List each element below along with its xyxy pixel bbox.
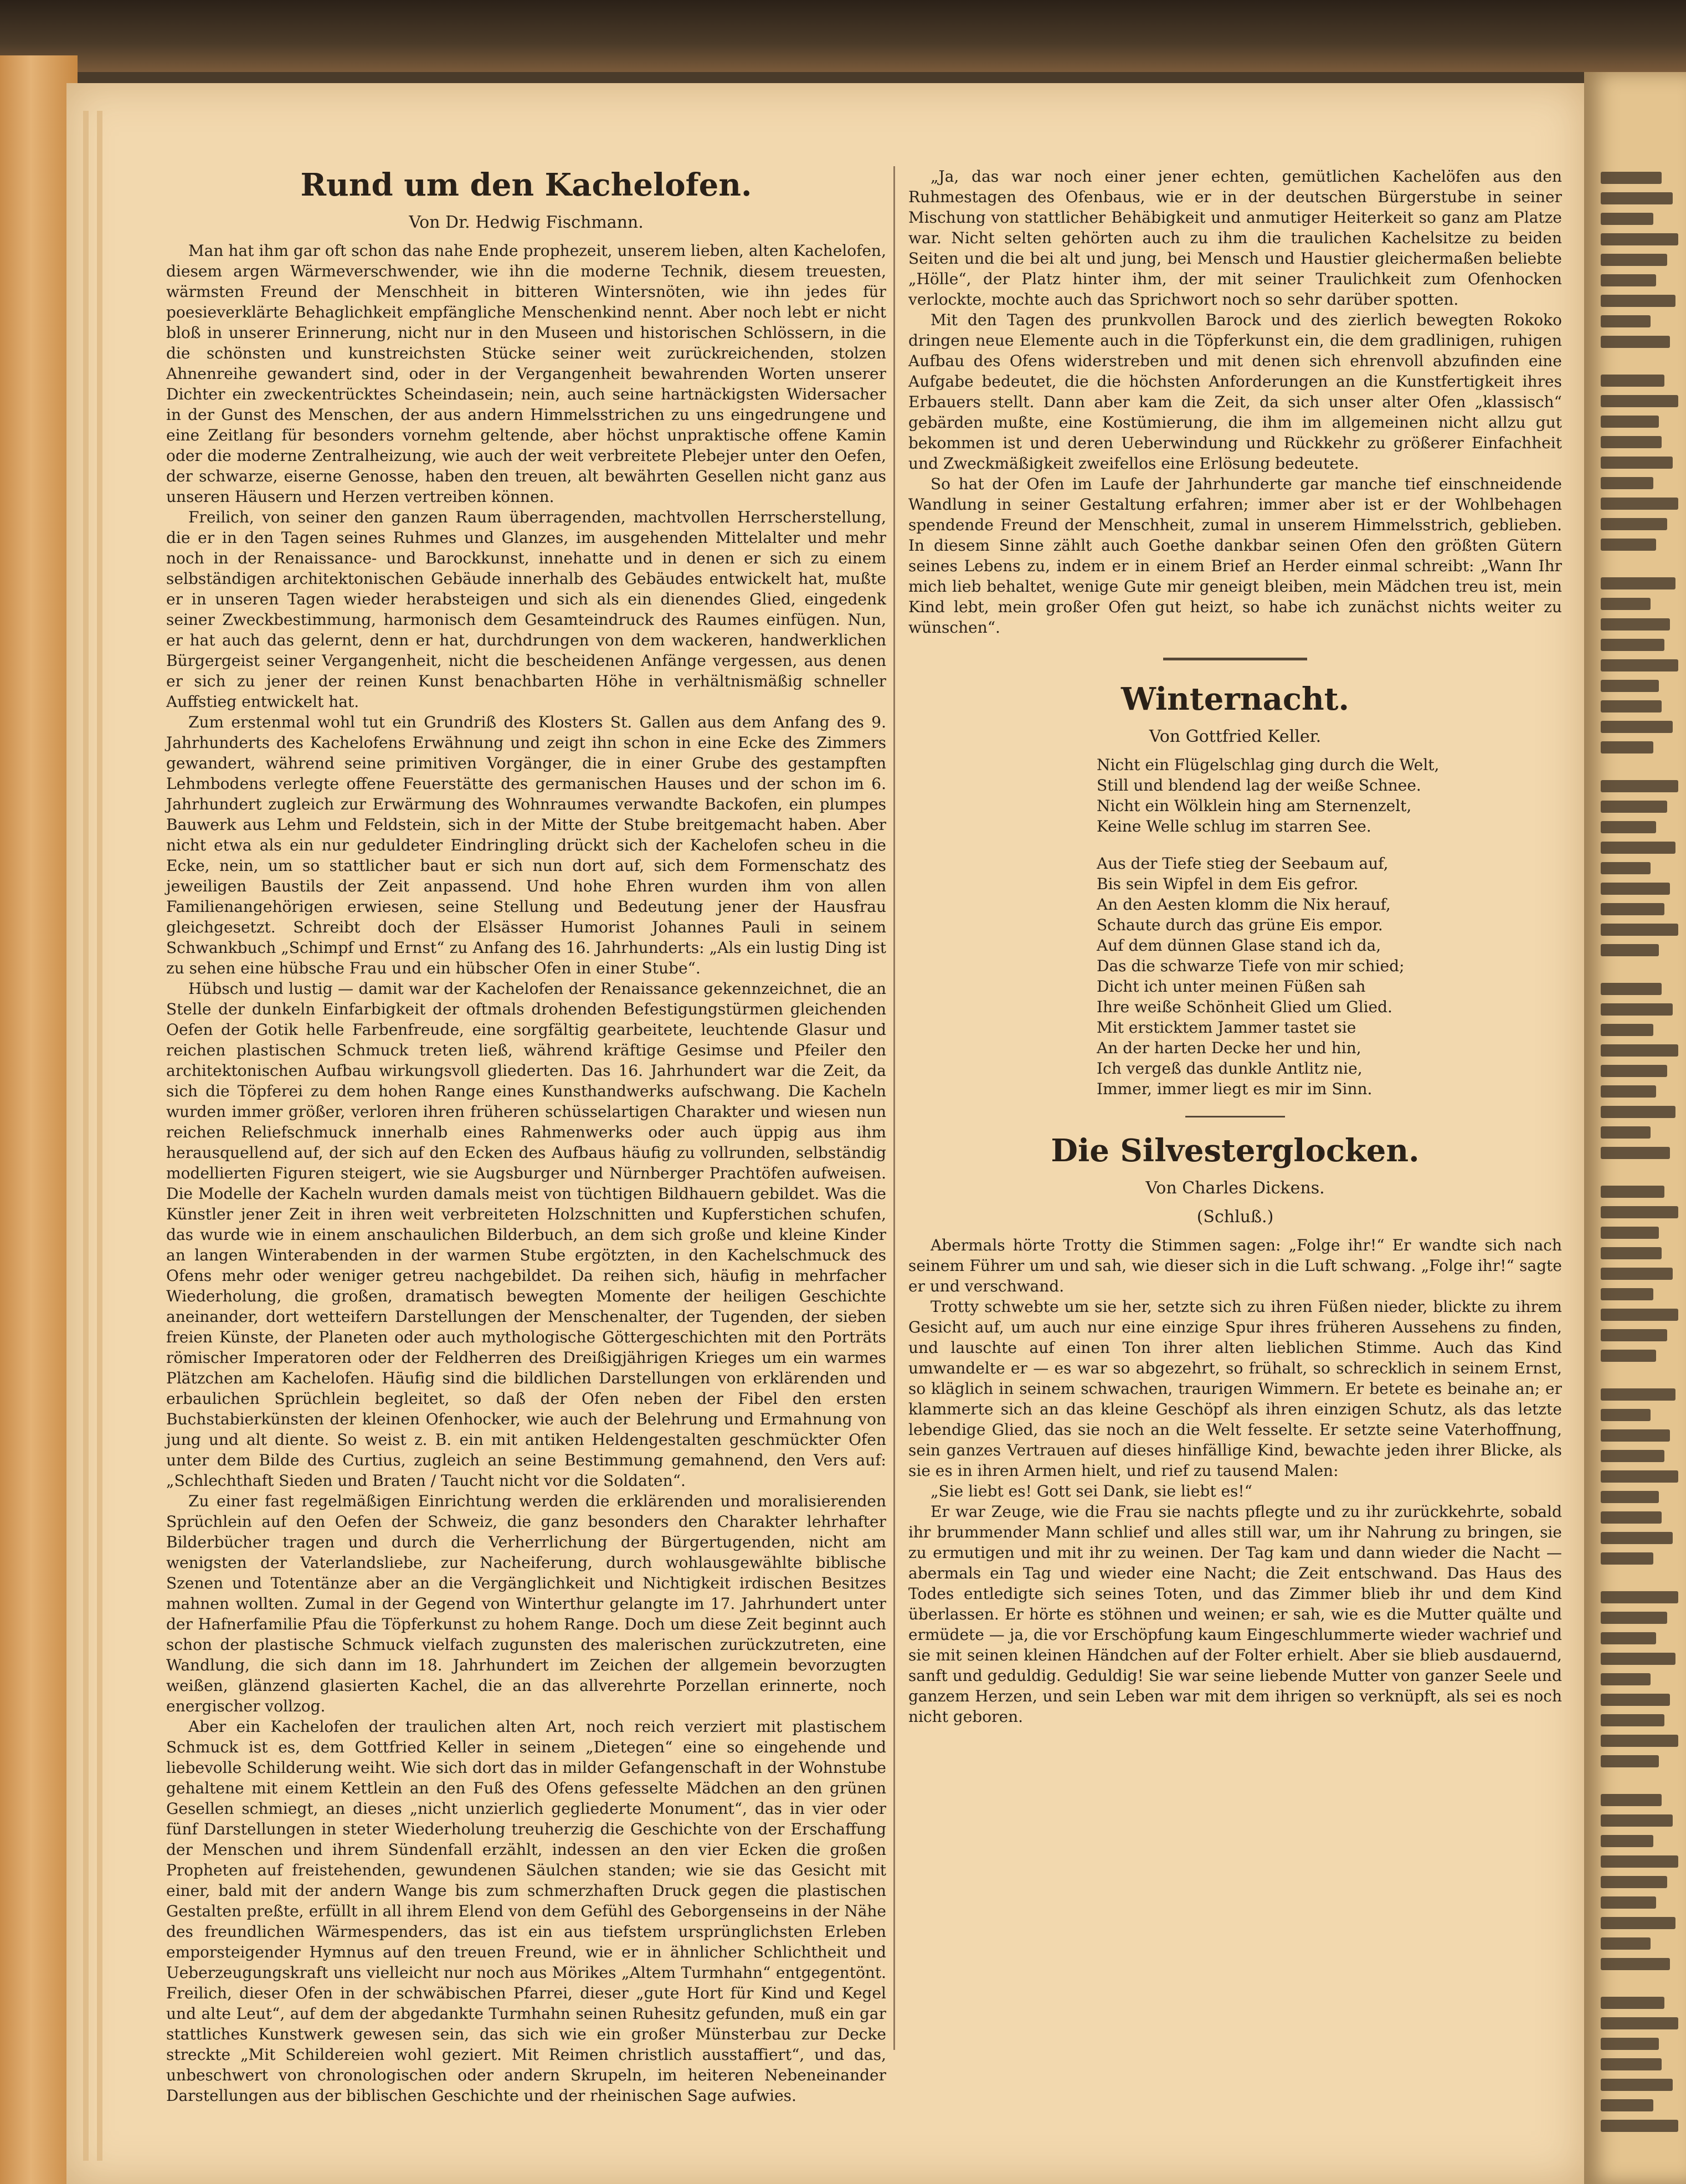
adjacent-text-line: [1601, 721, 1673, 733]
article-paragraph: „Ja, das war noch einer jener echten, gemütlichen Kachelöfen aus den Ruhmestagen des Ofenbaus, wie er in der deutschen Bürgerstube in seiner Mischung von stattlicher Behäbigkeit und anmutiger Heiterkeit so ganz am Platze war. Nicht selten gehörten auch zu ihm die traulichen Kachelsitze zu beiden Seiten und die bei alt und jung, bei Mensch und Haustier gleichermaßen beliebte „Hölle“, der Platz hinter ihm, der mit seiner Traulichkeit zum Ofenhocken verlockte, mochte auch das Sprichwort noch so sehr darüber spotten.: [908, 167, 1562, 309]
poem-winternacht: [908, 680, 1562, 1099]
adjacent-text-line: [1601, 842, 1675, 854]
adjacent-text-line: [1601, 336, 1670, 348]
article-paragraph: Mit den Tagen des prunkvollen Barock und des zierlich bewegten Rokoko dringen neue Elemente auch in die Töpferkunst ein, die dem gradlinigen, ruhigen Aufbau des Ofens widerstreben und mit denen sich ehrenvoll abzufinden eine Aufgabe bedeutet, die die höchsten Anforderungen an die Kunstfertigkeit ihres Erbauers stellt. Dann aber kam die Zeit, da sich unser alter Ofen „klassisch“ gebärden mußte, eine Kostümierung, die ihm im allgemeinen nicht allzu gut bekommen ist und deren Ueberwindung und Rückkehr zu größerer Einfachheit und Zweckmäßigkeit zweifellos eine Erlösung bedeutete.: [908, 311, 1562, 473]
adjacent-text-line: [1601, 274, 1656, 286]
adjacent-text-line: [1601, 1997, 1664, 2009]
section-divider: [1185, 1116, 1285, 1117]
adjacent-text-line: [1601, 2058, 1662, 2070]
poem-line: Das die schwarze Tiefe von mir schied;: [1097, 957, 1405, 975]
adjacent-text-line: [1601, 1632, 1656, 1644]
article-silvesterglocken: [908, 1132, 1562, 1727]
adjacent-text-line: [1601, 1106, 1675, 1118]
adjacent-text-line: [1601, 1470, 1678, 1483]
adjacent-text-line: [1601, 1350, 1656, 1362]
adjacent-text-line: [1601, 1532, 1673, 1544]
column-rule: [893, 166, 895, 2050]
adjacent-text-line: [1601, 1694, 1670, 1706]
adjacent-text-line: [1601, 2038, 1659, 2050]
adjacent-text-line: [1601, 1085, 1656, 1098]
adjacent-text-line: [1601, 1126, 1651, 1139]
adjacent-text-line: [1601, 1673, 1651, 1685]
poem-title: Winternacht.: [1120, 681, 1350, 717]
adjacent-text-line: [1601, 1552, 1653, 1565]
article-paragraph: Trotty schwebte um sie her, setzte sich zu ihren Füßen nieder, blickte zu ihrem Gesicht auf, um auch nur eine einzige Spur ihres früheren Aussehens zu finden, und lauschte auf einen Ton ihrer alten lieblichen Stimme. Auch das Kind umwandelte er — es war so abgezehrt, so frühalt, so schrecklich in seinem Ernst, so kläglich in seinem schwachen, traurigen Wimmern. Er betete es beinahe an; er klammerte sich an das kleine Geschöpf als ihren einzigen Schutz, als das letzte lebendige Glied, das sie noch an die Welt fesselte. Er setzte seine Vaterhoffnung, sein ganzes Vertrauen auf dieses hinfällige Kind, bewachte jeden ihrer Blicke, als sie es in ihren Armen hielt, und rief zu tausend Malen:: [908, 1298, 1562, 1480]
article-paragraph: Freilich, von seiner den ganzen Raum überragenden, machtvollen Herrscherstellung, die er in den Tagen seines Ruhmes und Glanzes, im ausgehenden Mittelalter und mehr noch in der Renaissance- und Barockkunst, innehatte und in denen er sich zu einem selbständigen architektonischen Gebäude innerhalb des Gebäudes entwickelt hat, mußte er in unseren Tagen wieder herabsteigen und sich als ein dienendes Glied, eingedenk seiner Zweckbestimmung, harmonisch dem Gesamteindruck des Raumes einfügen. Nun, er hat auch das gelernt, denn er hat, durchdrungen von dem wackeren, handwerklichen Bürgergeist seiner Vergangenheit, nicht die bescheidenen Anfänge vergessen, aus denen er sich zu jener der reinen Kunst benachbarten Höhe in verhältnismäßig schneller Auffstieg entwickelt hat.: [166, 508, 886, 711]
adjacent-text-line: [1601, 1855, 1678, 1868]
poem-line: Nicht ein Wölklein hing am Sternenzelt,: [1097, 797, 1412, 815]
adjacent-text-line: [1601, 375, 1664, 387]
adjacent-text-line: [1601, 2017, 1678, 2029]
poem-stanza: [1097, 853, 1562, 1099]
adjacent-text-line: [1601, 618, 1670, 630]
adjacent-text-line: [1601, 1835, 1653, 1847]
adjacent-text-line: [1601, 1450, 1664, 1462]
adjacent-text-line: [1601, 1309, 1678, 1321]
adjacent-text-line: [1601, 539, 1656, 551]
adjacent-text-line: [1601, 477, 1653, 489]
poem-line: Mit ersticktem Jammer tastet sie: [1097, 1018, 1356, 1037]
adjacent-text-line: [1601, 315, 1651, 327]
poem-line: Nicht ein Flügelschlag ging durch die Welt,: [1097, 756, 1440, 774]
article-paragraph: „Sie liebt es! Gott sei Dank, sie liebt es!“: [931, 1482, 1252, 1500]
poem-line: Bis sein Wipfel in dem Eis gefror.: [1097, 875, 1359, 893]
poem-stanza: [1097, 755, 1562, 837]
adjacent-text-line: [1601, 2099, 1653, 2111]
adjacent-text-line: [1601, 1268, 1673, 1280]
article-paragraph: Man hat ihm gar oft schon das nahe Ende prophezeit, unserem lieben, alten Kachelofen, diesem argen Wärmeverschwender, wie ihn die moderne Technik, diesem treuesten, wärmsten Freund der Menschheit in bitteren Wintersnöten, wie ihn jedes für poesieverklärte Behaglichkeit empfängliche Menschenkind nennt. Aber noch lebt er nicht bloß in unserer Erinnerung, nicht nur in den Museen und historischen Schlössern, in die die schönsten und kunstreichsten Stücke seiner weit zurückreichenden, stolzen Ahnenreihe gewandert sind, oder in der Vergangenheit bewahrenden Worten unserer Dichter ein zweckentrücktes Scheindasein; nein, auch seine hartnäckigsten Widersacher in der Gunst des Menschen, der aus andern Himmelsstrichen zu uns eingedrungene und eine Zeitlang für besonders vornehm geltende, aber höchst unpraktische offene Kamin oder die moderne Zentralheizung, wie auch der weit verbreitete Plebejer unter den Oefen, der schwarze, eiserne Genosse, haben den treuen, alt bewährten Gesellen nicht ganz aus unseren Häusern und Herzen vertreiben können.: [166, 242, 886, 506]
poem-line: Keine Welle schlug im starren See.: [1097, 817, 1371, 835]
poem-line: Immer, immer liegt es mir im Sinn.: [1097, 1080, 1373, 1098]
adjacent-text-line: [1601, 1612, 1667, 1624]
adjacent-text-line: [1601, 1206, 1678, 1218]
adjacent-text-line: [1601, 233, 1678, 245]
adjacent-text-line: [1601, 1329, 1667, 1341]
adjacent-text-line: [1601, 1065, 1667, 1077]
article-paragraph: Zum erstenmal wohl tut ein Grundriß des Klosters St. Gallen aus dem Anfang des 9. Jahrhunderts des Kachelofens Erwähnung und zeigt ihn schon in eine Ecke des Zimmers gewandert, während seine primitiven Vorgänger, die in einer Grube des gestampften Lehmbodens verlegte offene Feuerstätte des germanischen Hauses und der schon im 6. Jahrhundert zugleich zur Erwärmung des Wohnraumes verwandte Backofen, ein plumpes Bauwerk aus Lehm und Feldstein, sich in der Mitte der Stube breitgemacht haben. Aber nicht etwa als ein nur geduldeter Eindringling drückt sich der Kachelofen scheu in die Ecke, nein, um so stattlicher baut er sich nun dort auf, sich dem Formenschatz des jeweiligen Baustils der Zeit anpassend. Und hohe Ehren wurden ihm von allen Familienangehörigen erwiesen, seine Stellung und Bedeutung jener der Hausfrau gleichgesetzt. Schreibt doch der Elsässer Humorist Johannes Pauli in seinem Schwankbuch „Schimpf und Ernst“ zu Anfang des 16. Jahrhunderts: „Als ein lustig Ding ist zu sehen eine hübsche Frau und ein hübscher Ofen in einer Stube“.: [166, 713, 886, 977]
article-author: Von Charles Dickens.: [1145, 1178, 1325, 1198]
adjacent-text-line: [1601, 254, 1667, 266]
adjacent-text-line: [1601, 295, 1675, 307]
adjacent-text-line: [1601, 1409, 1651, 1421]
adjacent-text-line: [1601, 1735, 1678, 1747]
adjacent-text-line: [1601, 801, 1667, 813]
page-edge: [97, 111, 102, 2161]
adjacent-text-line: [1601, 639, 1664, 651]
adjacent-text-line: [1601, 1937, 1651, 1950]
adjacent-page-fragment: [1584, 72, 1686, 2184]
adjacent-text-line: [1601, 883, 1670, 895]
adjacent-text-line: [1601, 395, 1678, 407]
page-edge: [83, 111, 89, 2161]
adjacent-text-line: [1601, 1814, 1673, 1827]
adjacent-text-line: [1601, 944, 1659, 956]
adjacent-text-line: [1601, 457, 1673, 469]
adjacent-text-line: [1601, 821, 1656, 833]
adjacent-text-line: [1601, 1024, 1653, 1036]
adjacent-text-line: [1601, 680, 1659, 692]
adjacent-text-line: [1601, 1044, 1678, 1057]
adjacent-text-line: [1601, 862, 1651, 874]
adjacent-text-line: [1601, 659, 1678, 671]
adjacent-text-line: [1601, 1491, 1659, 1503]
adjacent-text-line: [1601, 1186, 1664, 1198]
adjacent-text-line: [1601, 1876, 1667, 1888]
adjacent-text-line: [1601, 903, 1664, 915]
adjacent-text-line: [1601, 2079, 1673, 2091]
adjacent-text-line: [1601, 518, 1667, 530]
article-paragraph: Er war Zeuge, wie die Frau sie nachts pflegte und zu ihr zurückkehrte, sobald ihr brummender Mann schlief und alles still war, um ihr Nahrung zu bringen, sie zu ermutigen und mit ihr zu weinen. Der Tag kam und dann wieder die Nacht — abermals ein Tag und wieder eine Nacht; die Zeit entschwand. Das Haus des Todes entledigte sich seines Toten, und das Zimmer blieb ihr und dem Kind überlassen. Er hörte es stöhnen und weinen; er sah, wie es die Mutter quälte und ermüdete — ja, die vor Erschöpfung kaum Eingeschlummerte wieder wachrief und sie mit seinen kleinen Händchen auf der Folter erhielt. Aber sie blieb ausdauernd, sanft und geduldig. Geduldig! Sie war seine liebende Mutter von ganzer Seele und ganzem Herzen, und sein Leben war mit dem ihrigen so verknüpft, als sei es noch nicht geboren.: [908, 1503, 1562, 1726]
poem-line: An der harten Decke her und hin,: [1097, 1039, 1361, 1057]
adjacent-text-line: [1601, 1958, 1670, 1970]
poem-line: Ihre weiße Schönheit Glied um Glied.: [1097, 998, 1392, 1016]
adjacent-text-line: [1601, 741, 1653, 753]
article-paragraph: Hübsch und lustig — damit war der Kachelofen der Renaissance gekennzeichnet, die an Stelle der dunkeln Einfarbigkeit der oftmals drohenden Befestigungstürmen gleichenden Oefen der Gotik helle Farbenfreude, eine sorgfältig gearbeitete, leuchtende Glasur und reichen plastischen Schmuck treten ließ, während kräftige Gesimse und Pfeiler den architektonischen Aufbau wirkungsvoll gliederten. Das 16. Jahrhundert war die Zeit, da sich die Töpferei zu dem hohen Range eines Kunsthandwerks aufschwang. Die Kacheln wurden immer größer, verloren ihren früheren schüsselartigen Charakter und wiesen nun reichen Reliefschmuck innerhalb eines Rahmenwerks oder auch üppig aus ihm herausquellend auf, der sich auf den Ecken des Aufbaus häufig zu vollrunden, selbständig modellierten Figuren steigert, wie sie Augsburger und Nürnberger Prachtöfen aufweisen. Die Modelle der Kacheln wurden damals meist von tüchtigen Bildhauern gebildet. Was die Künstler jener Zeit in ihren weit verbreiteten Holzschnitten und Kupferstichen schufen, das wurde wie in einem anschaulichen Bilderbuch, an dem sich große und kleine Kinder an langen Winterabenden in der warmen Stube ergötzten, in den Kachelschmuck des Ofens mehr oder weniger getreu nachgebildet. Da reihen sich, häufig in mehrfacher Wiederholung, die großen, dramatisch bewegten Momente der heiligen Geschichte aneinander, dort wetteifern Darstellungen der Menschenalter, der Tugenden, der sieben freien Künste, der Planeten oder auch mythologische Göttergeschichten mit den Porträts römischer Imperatoren oder der Feldherren des Dreißigjährigen Krieges um ein warmes Plätzchen am Kachelofen. Häufig sind die bildlichen Darstellungen von erklärenden und erbaulichen Sprüchlein begleitet, so daß der Ofen neben der Fibel den ersten Buchstabierkünsten der kleinen Ofenhocker, wie auch der Belehrung und Ermahnung von jung und alt diente. So weist z. B. ein mit antiken Heldengestalten geschmückter Ofen unter dem Bilde des Curtius, zugleich an seine Bestimmung gemahnend, den Vers auf: „Schlechthaft Sieden und Braten / Taucht nicht vor die Soldaten“.: [166, 980, 886, 1490]
adjacent-text-line: [1601, 1714, 1664, 1726]
adjacent-text-line: [1601, 1003, 1673, 1016]
article-paragraph: So hat der Ofen im Laufe der Jahrhunderte gar manche tief einschneidende Wandlung in seiner Gestaltung erfahren; immer aber ist er der Wohlbehagen spendende Freund der Menschheit, zumal in unserem Himmelsstrich, geblieben. In diesem Sinne zählt auch Goethe dankbar seinen Ofen den größten Gütern seines Lebens zu, indem er in einem Brief an Herder einmal schreibt: „Wann Ihr mich lieb behaltet, wenige Gute mir geneigt bleiben, mein Mädchen treu ist, mein Kind lebt, mein großer Ofen gut heizt, so habe ich zunächst nichts weiter zu wünschen“.: [908, 475, 1562, 637]
adjacent-text-line: [1601, 436, 1662, 448]
adjacent-text-line: [1601, 1227, 1659, 1239]
poem-line: Auf dem dünnen Glase stand ich da,: [1097, 936, 1381, 955]
poem-line: Aus der Tiefe stieg der Seebaum auf,: [1097, 854, 1389, 873]
adjacent-text-line: [1601, 1653, 1675, 1665]
poem-line: An den Aesten klomm die Nix herauf,: [1097, 895, 1391, 914]
poem-line: Dicht ich unter meinen Füßen sah: [1097, 977, 1366, 996]
adjacent-text-line: [1601, 983, 1662, 995]
article-paragraph: Zu einer fast regelmäßigen Einrichtung werden die erklärenden und moralisierenden Sprüchlein auf den Oefen der Schweiz, die ganz besonders den Charakter lehrhafter Bilderbücher tragen und durch die Verherrlichung der Bürgertugenden, nicht am wenigsten der Vaterlandsliebe, zur Nacheiferung, durch wohlausgewählte biblische Szenen und Totentänze aber an die Vergänglichkeit und Nichtigkeit irdischen Besitzes mahnen wollten. Zumal in der Gegend von Winterthur gelangte im 17. Jahrhundert unter der Hafnerfamilie Pfau die Töpferkunst zu hohem Range. Doch um diese Zeit beginnt auch schon der plastische Schmuck vielfach zugunsten des malerischen zurückzutreten, eine Wandlung, die sich dann im 18. Jahrhundert im Zeichen der allgemein bevorzugten weißen, glänzend glasierten Kachel, die an das allverehrte Porzellan erinnerte, noch energischer vollzog.: [166, 1492, 886, 1715]
adjacent-text-line: [1601, 1147, 1670, 1159]
adjacent-text-line: [1601, 577, 1675, 589]
article-author: Von Dr. Hedwig Fischmann.: [409, 213, 644, 232]
adjacent-text-line: [1601, 1247, 1662, 1259]
adjacent-text-line: [1601, 416, 1659, 428]
poem-author: Von Gottfried Keller.: [1149, 727, 1322, 746]
article-title: Rund um den Kachelofen.: [300, 167, 752, 203]
adjacent-text-line: [1601, 213, 1653, 225]
section-divider: [1163, 658, 1307, 660]
adjacent-text-line: [1601, 924, 1678, 936]
adjacent-text-line: [1601, 2120, 1678, 2132]
article-title: Die Silvesterglocken.: [1051, 1132, 1420, 1169]
adjacent-text-line: [1601, 1429, 1670, 1442]
adjacent-text-line: [1601, 1755, 1659, 1767]
adjacent-text-line: [1601, 1511, 1662, 1524]
adjacent-text-line: [1601, 700, 1662, 712]
poem-line: Ich vergeß das dunkle Antlitz nie,: [1097, 1059, 1363, 1078]
left-column: [166, 166, 886, 2106]
poem-line: Still und blendend lag der weiße Schnee.: [1097, 776, 1421, 794]
adjacent-text-line: [1601, 1917, 1675, 1929]
right-column: [908, 166, 1562, 1740]
adjacent-text-line: [1601, 598, 1651, 610]
book-binding: [0, 0, 1686, 72]
book-cover-edge: [0, 55, 78, 2184]
article-paragraph: Aber ein Kachelofen der traulichen alten Art, noch reich verziert mit plastischem Schmuck ist es, dem Gottfried Keller in seinem „Dietegen“ eine so eingehende und liebevolle Schilderung weiht. Wie sich dort das in milder Gefangenschaft in der Wohnstube gehaltene mit einem Kettlein an den Fuß des Ofens gefesselte Mädchen an den grünen Gesellen schmiegt, an dieses „nicht unzierlich gegliederte Monument“, das in vier oder fünf Darstellungen in steter Wiederholung treuherzig die Geschichte von der Erschaffung der Menschen und ihrem Sündenfall erzählt, indessen an den vier Ecken die großen Propheten auf freistehenden, gewundenen Säulchen standen; wie sie das Gesicht mit einer, bald mit der andern Wange bis zum schmerzhaften Druck gegen die plastischen Gestalten preßte, erfüllt in all ihrem Elend von dem Gefühl des Geborgenseins in der Nähe des freundlichen Wärmespenders, das ist ein aus tiefstem ursprünglichsten Erleben emporsteigender Hymnus auf den treuen Freund, wie er in ähnlicher Schlichtheit und Ueberzeugungskraft uns vielleicht nur noch aus Mörikes „Altem Turmhahn“ entgegentönt. Freilich, dieser Ofen in der schwäbischen Pfarrei, dieser „gute Hort für Kind und Kegel und alte Leut“, auf dem der abgedankte Turmhahn seinen Ruhesitz gefunden, muß ein gar stattliches Kunstwerk gewesen sein, das sich wie ein großer Münsterbau zur Decke streckte „Mit Schildereien wohl geziert. Mit Reimen christlich ausstaffiert“, und das, unbeschwert von chronologischen oder andern Skrupeln, im heiteren Nebeneinander Darstellungen aus der biblischen Geschichte und der rheinischen Sage aufwies.: [166, 1718, 886, 2105]
adjacent-text-line: [1601, 1896, 1656, 1909]
poem-line: Schaute durch das grüne Eis empor.: [1097, 916, 1383, 934]
adjacent-text-line: [1601, 192, 1673, 204]
article-note: (Schluß.): [1196, 1207, 1274, 1227]
adjacent-text-line: [1601, 1794, 1662, 1806]
adjacent-text-line: [1601, 498, 1678, 510]
adjacent-text-line: [1601, 172, 1662, 184]
adjacent-text-line: [1601, 1591, 1678, 1603]
adjacent-text-line: [1601, 1288, 1653, 1300]
adjacent-text-line: [1601, 1388, 1675, 1401]
adjacent-text-line: [1601, 780, 1678, 792]
article-paragraph: Abermals hörte Trotty die Stimmen sagen: „Folge ihr!“ Er wandte sich nach seinem Führer um und sah, wie dieser sich in die Luft schwang. „Folge ihr!“ sagte er und verschwand.: [908, 1236, 1562, 1295]
